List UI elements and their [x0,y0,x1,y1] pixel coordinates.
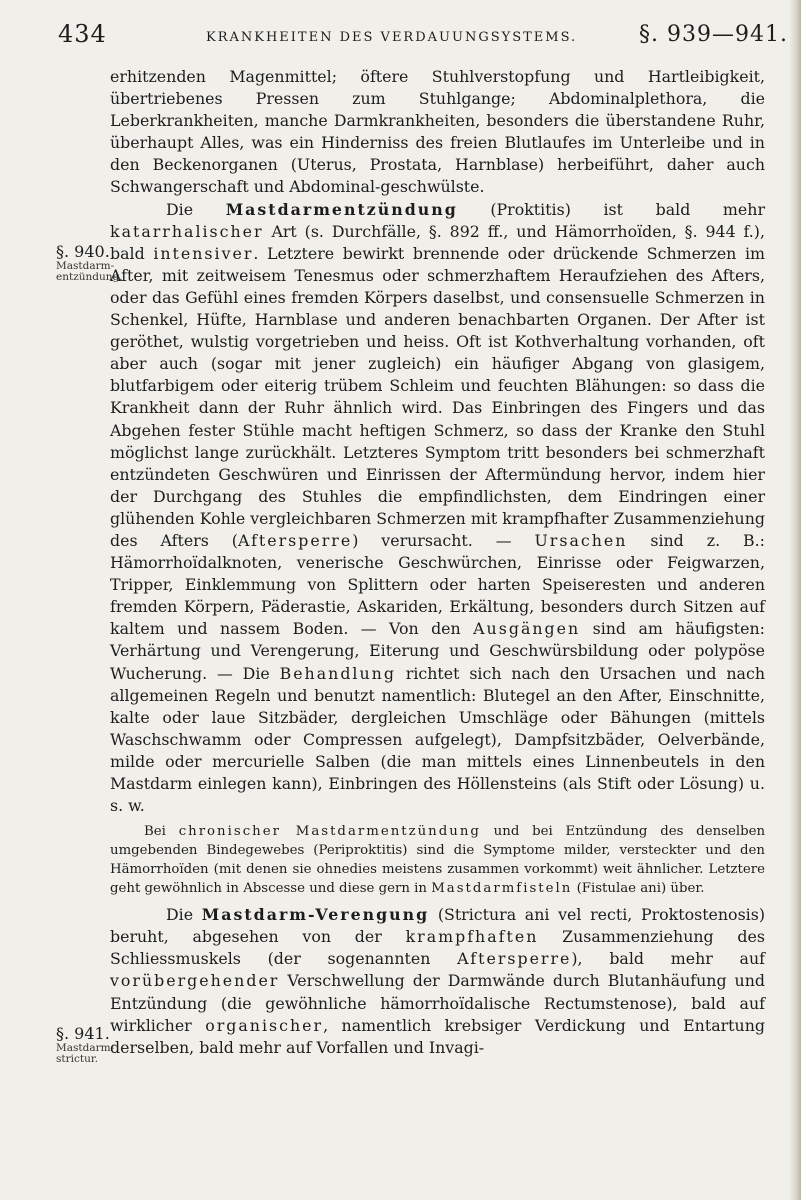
margin-label: Mastdarm-strictur. [56,1042,115,1065]
paragraph-940: Die Mastdarmentzündung (Proktitis) ist bald mehr katarrhalischer Art (s. Durchfälle, §. 892 ff., und Hämorrhoïden, §. 944 f.), bald intensiver. Letztere bewirkt brennende oder drückende Schmerzen im After, mit zeitweisem Tenesmus oder schmerzhaftem Heraufziehen des Afters, oder das Gefühl eines fremden Körpers daselbst, und consensuelle Schmerzen in Schenkel, Hüfte, Harnblase und anderen benachbarten Organen. Der After ist geröthet, wulstig vorgetrieben und heiss. Oft ist Kothverhaltung vorhanden, oft aber auch (sogar mit jener zugleich) ein häufiger Abgang von glasigem, blutfarbigem oder eiterig trübem Schleim und feuchten Blähungen: so dass die Krankheit dann der Ruhr ähnlich wird. Das Einbringen des Fingers und das Abgehen fester Stühle macht heftigen Schmerz, so dass der Kranke den Stuhl möglichst lange zurückhält. Letzteres Symptom tritt besonders bei schmerzhaft entzündeten Geschwüren und Einrissen der Aftermündung hervor, indem hier der Durchgang des Stuhles die empfindlichsten, dem Eindringen einer glühenden Kohle vergleichbaren Schmerzen mit krampfhafter Zusammenziehung des Afters (Aftersperre) verursacht. — Ursachen sind z. B.: Hämorrhoïdalknoten, venerische Geschwürchen, Einrisse oder Feigwarzen, Tripper, Einklemmung von Splittern oder harten Speiseresten und anderen fremden Körpern, Päderastie, Askariden, Erkältung, besonders durch Sitzen auf kaltem und nassem Boden. — Von den Ausgängen sind am häufigsten: Verhärtung und Verengerung, Eiterung und Geschwürsbildung oder polypöse Wucherung. — Die Behandlung richtet sich nach den Ursachen und nach allgemeinen Regeln und benutzt namentlich: Blutegel an den After, Einschnitte, kalte oder laue Sitzbäder, dergleichen Umschläge oder Bähungen (mittels Waschschwamm oder Compressen aufgelegt), Dampfsitzbäder, Oelverbände, milde oder mercurielle Salben (die man mittels eines Linnenbeutels in den Mastdarm einlegen kann), Einbringen des Höllensteins (als Stift oder Lösung) u. s. w. [110,199,766,816]
margin-section-number: §. 941. [56,1024,110,1043]
body-text [110,66,765,1059]
term-mastdarmentzuendung: Mastdarmentzündung [225,199,458,219]
margin-note-940 [56,242,123,283]
margin-label: Mastdarm-entzündung. [56,260,123,283]
page-edge-shadow [789,0,801,1200]
paragraph-chronic: Bei chronischer Mastdarmentzündung und bei Entzündung des denselben umgebenden Bindegewebes (Periproktitis) sind die Symptome milder, versteckter und den Hämorrhoïden (mit denen sie ohnedies meistens zusammen vorkommt) weit ähnlicher. Letztere geht gewöhnlich in Abscesse und diese gern in Mastdarmfisteln (Fistulae ani) über. [110,824,766,897]
running-title: KRANKHEITEN DES VERDAUUNGSYSTEMS. [206,30,578,45]
paragraph-941: Die Mastdarm-Verengung (Strictura ani vel recti, Proktostenosis) beruht, abgesehen von der krampfhaften Zusammenziehung des Schliessmuskels (der sogenannten Aftersperre), bald mehr auf vorübergehender Verschwellung der Darmwände durch Blutanhäufung und Entzündung (die gewöhnliche hämorrhoïdalische Rectumstenose), bald auf wirklicher organischer, namentlich krebsiger Verdickung und Entartung derselben, bald mehr auf Vorfallen und Invagi- [110,905,765,1057]
margin-note-941 [56,1024,115,1065]
running-header [58,20,788,56]
term-mastdarm-verengung: Mastdarm-Verengung [201,905,430,925]
margin-section-number: §. 940. [56,242,110,261]
page-number: 434 [58,20,107,48]
section-range: §. 939—941. [639,22,788,47]
paragraph-causes: erhitzenden Magenmittel; öftere Stuhlverstopfung und Hartleibigkeit, übertriebenes Pressen zum Stuhlgange; Abdominalplethora, die Leberkrankheiten, manche Darmkrankheiten, besonders die überstandene Ruhr, überhaupt Alles, was ein Hinderniss des freien Blutlaufes im Unterleibe und in den Beckenorganen (Uterus, Prostata, Harnblase) herbeiführt, daher auch Schwangerschaft und Abdominal-geschwülste. [110,67,765,197]
